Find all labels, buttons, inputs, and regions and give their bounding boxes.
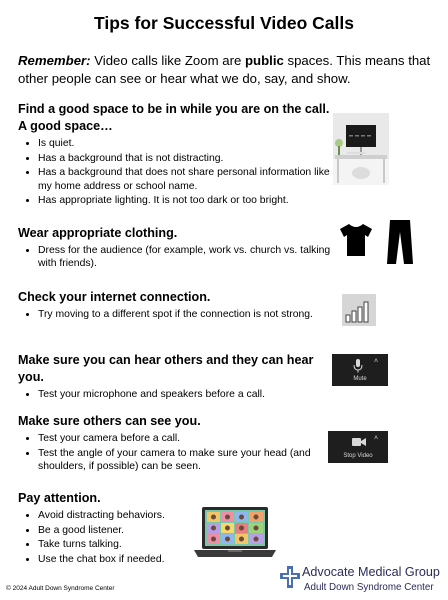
list-item: • Has appropriate lighting. It is not too dark or too bright. — [38, 194, 336, 207]
list-item: • Has a background that does not share personal information like my home address or school name. — [38, 166, 336, 192]
caret-up-icon: ˄ — [374, 435, 379, 442]
list-item: • Is quiet. — [38, 137, 336, 150]
bullet-list — [18, 244, 336, 270]
pants-icon — [385, 218, 415, 266]
list-item: • Test your camera before a call. — [38, 432, 336, 445]
list-item: • Use the chat box if needed. — [38, 553, 218, 566]
intro-text-2: spaces. This means that other people can see or hear what we do, say, and show. — [18, 53, 431, 86]
section-heading: Make sure you can hear others and they can hear you. — [18, 353, 314, 384]
bullet-list — [18, 509, 218, 566]
list-item: • Dress for the audience (for example, work vs. church vs. talking with friends). — [38, 244, 336, 270]
list-item: • Test your microphone and speakers before a call. — [38, 388, 336, 401]
section-audio — [18, 352, 336, 403]
intro-paragraph — [18, 52, 434, 88]
signal-strength-icon — [342, 294, 376, 326]
list-item: • Test the angle of your camera to make sure your head (and shoulders, if possible) can be seen. — [38, 447, 336, 473]
stop-video-label: Stop Video — [343, 453, 373, 459]
bullet-list — [18, 432, 336, 473]
intro-text-1: Video calls like Zoom are — [90, 53, 245, 68]
logo-name: Advocate Medical Group — [302, 565, 440, 579]
caret-up-icon: ˄ — [374, 358, 379, 365]
stop-video-button-image — [328, 431, 388, 463]
laptop-video-call-image — [192, 507, 278, 559]
section-attention — [18, 490, 218, 568]
copyright-text: © 2024 Adult Down Syndrome Center — [6, 585, 115, 592]
logo-subtitle: Adult Down Syndrome Center — [304, 582, 434, 593]
mute-label: Mute — [353, 376, 367, 382]
list-item: • Try moving to a different spot if the connection is not strong. — [38, 308, 336, 321]
section-good-space — [18, 101, 336, 209]
bullet-list — [18, 137, 336, 208]
section-heading: Find a good space to be in while you are on the call. — [18, 102, 330, 116]
list-item: • Be a good listener. — [38, 524, 218, 537]
intro-bold: public — [244, 53, 284, 68]
bullet-list — [18, 388, 336, 401]
section-heading: Wear appropriate clothing. — [18, 226, 178, 240]
list-item: • Take turns talking. — [38, 538, 218, 551]
bullet-list — [18, 308, 336, 321]
intro-lead: Remember: — [18, 53, 91, 68]
tshirt-icon — [336, 220, 376, 260]
list-item: • Avoid distracting behaviors. — [38, 509, 218, 522]
desk-workspace-image — [333, 113, 389, 185]
page-title: Tips for Successful Video Calls — [94, 13, 354, 33]
section-heading: Check your internet connection. — [18, 290, 211, 304]
section-heading: Pay attention. — [18, 491, 101, 505]
section-internet — [18, 289, 336, 323]
section-heading: Make sure others can see you. — [18, 414, 201, 428]
section-clothing — [18, 225, 336, 272]
video-camera-icon — [352, 437, 366, 447]
list-item: • Has a background that is not distracting. — [38, 152, 336, 165]
section-video — [18, 413, 336, 475]
microphone-icon — [353, 359, 363, 373]
section-subheading: A good space… — [18, 119, 113, 133]
mute-button-image — [332, 354, 388, 386]
medical-cross-icon — [280, 566, 300, 588]
advocate-logo — [280, 564, 442, 596]
